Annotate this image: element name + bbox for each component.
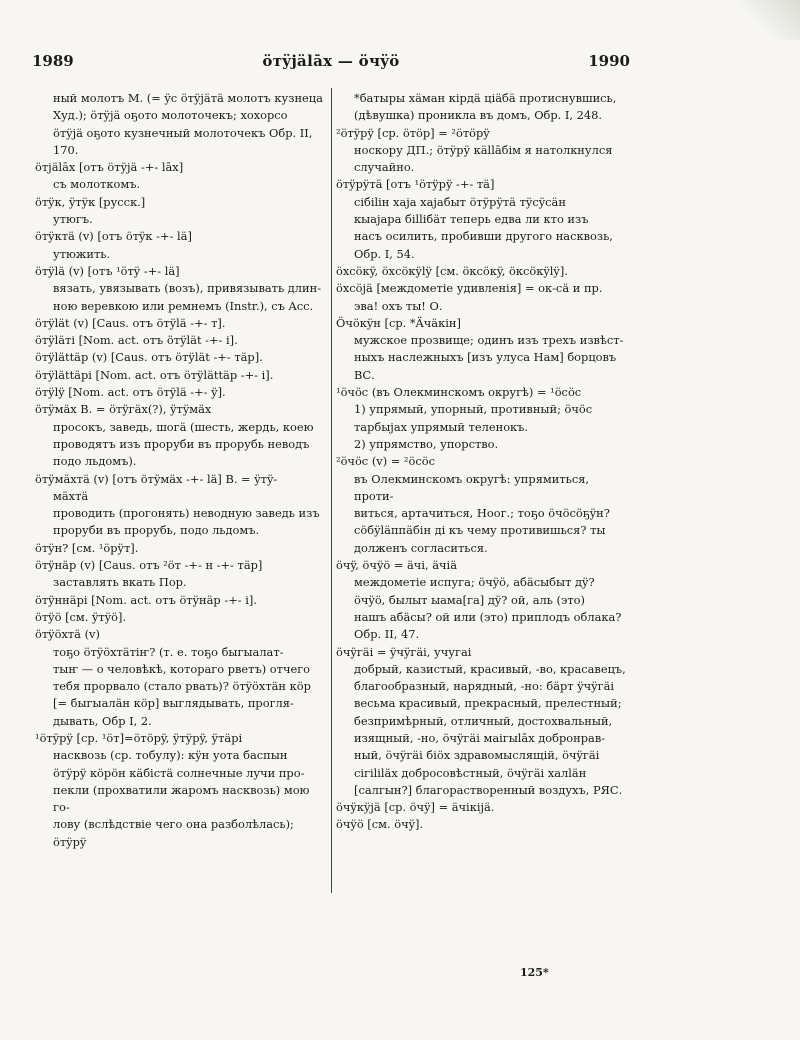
entry-text-line: ный молотъ М. (= ÿс öтÿjäтä молотъ кузнеца (53, 91, 323, 105)
entry-headword-line: öтÿläті [Nom. act. отъ öтÿlät -+- і]. (35, 333, 238, 348)
left-column (35, 90, 328, 851)
entry-headword-line: öтÿмäх В. = öтÿгäх(?), ÿтÿмäх (35, 402, 212, 417)
entry-text-line: ный, öчÿгäі біöх здравомыслящiй, öчÿгäі (354, 748, 600, 763)
entry-text-line: вязать, увязывать (возъ), привязывать длин- (53, 281, 322, 296)
page-title: öтÿjälāх — öчÿö (262, 52, 400, 70)
entry-text-line: проводить (прогонять) неводную заведь изъ (53, 506, 320, 521)
entry-text-line: сöбÿläппäбiн дi къ чему противишься? ты (354, 523, 606, 538)
page-corner-fold (740, 0, 800, 40)
entry-headword-line: öтÿö [см. ÿтÿö]. (35, 609, 127, 624)
entry-text-line: Обр. II, 47. (354, 627, 420, 642)
column-divider (331, 88, 332, 893)
entry-headword-line: öчÿ, öчÿö = äчі, äчiä (336, 558, 457, 573)
entry-text-line: междометiе испуга; öчÿö, абäсыбыт дÿ? (354, 575, 595, 590)
right-column (336, 90, 632, 834)
entry-headword-line: öчÿкÿjä [ср. öчÿ] = äчiкijä. (336, 800, 495, 815)
entry-text-line: (дѣвушка) проникла въ домъ, Обр. I, 248. (354, 108, 603, 123)
entry-text-line: мужское прозвище; одинъ изъ трехъ извѣст- (354, 333, 624, 348)
page-number-left: 1989 (32, 52, 74, 70)
entry-headword-line: öхсöjä [междометiе удивленiя] = ок-сä и пр. (336, 281, 603, 296)
entry-text-line: долженъ согласиться. (354, 540, 488, 555)
entry-headword-line: öтÿрÿтä [отъ ¹öтÿрÿ -+- тä] (336, 177, 495, 192)
entry-headword-line: öтÿмäхтä (v) [отъ öтÿмäх -+- lä] В. = ÿтÿ- (35, 471, 278, 486)
entry-headword-line: öтÿнäр (v) [Caus. отъ ²öт -+- н -+- тäр] (35, 558, 263, 573)
entry-headword-line: öтÿlät (v) [Caus. отъ öтÿlä -+- т]. (35, 315, 226, 330)
entry-text-line: виться, артачиться, Ноог.; тоҕо öчöсöҕÿн? (354, 506, 610, 521)
entry-text-line: ною веревкою или ремнемъ (Instr.), съ Acc. (53, 298, 314, 313)
entry-text-line: Обр. I, 54. (354, 246, 415, 261)
entry-headword-line: ²öтÿрÿ [ср. öтöр] = ²öтöрÿ (336, 125, 490, 140)
entry-text-line: [= быгыалäн кöр] выглядывать, прогля- (53, 696, 294, 711)
entry-text-line: тебя прорвало (стало рвать)? öтÿöхтäн кöр (53, 679, 311, 694)
entry-text-line: пекли (прохватили жаромъ насквозь) мою го- (53, 782, 310, 815)
entry-text-line: въ Олекминскомъ округѣ: упрямиться, проти- (354, 471, 590, 503)
entry-text-line: заставлять вкать Пор. (53, 575, 187, 590)
entry-text-line: тоҕо öтÿöхтäтіҥ? (т. е. тоҕо быгыалат- (53, 644, 284, 659)
entry-text-line: 1) упрямый, упорный, противный; öчöс (354, 402, 593, 417)
entry-headword-line: ¹öчöс (въ Олекминскомъ округѣ) = ¹öсöс (336, 385, 582, 400)
entry-text-line: тарбыjах упрямый теленокъ. (354, 419, 529, 434)
entry-headword-line: öтÿн? [см. ¹öрÿт]. (35, 540, 139, 555)
entry-headword-line: ²öчöс (v) = ²öсöс (336, 454, 435, 469)
entry-text-line: утюжить. (53, 246, 111, 261)
entry-headword-line: öтÿк, ÿтÿк [русск.] (35, 194, 146, 209)
signature-mark: 125* (520, 966, 549, 979)
entry-headword-line: öтÿlÿ [Nom. act. отъ öтÿlä -+- ÿ]. (35, 385, 226, 400)
entry-headword-line: Öчöкÿн [ср. *Äчäкін] (336, 315, 461, 330)
entry-text-line: öтÿjä оҕото кузнечный молоточекъ Обр. II, (53, 125, 313, 140)
entry-text-line: сiбiliн хаjа хаjабыт öтÿрÿтä тÿсÿсäн (354, 194, 566, 209)
entry-text-line: [салгын?] благорастворенный воздухъ, РЯС. (354, 782, 623, 797)
entry-headword-line: öтÿlä (v) [отъ ¹öтÿ -+- lä] (35, 263, 180, 278)
entry-text-line: нашъ абäсы? ой или (это) приплодъ облака? (354, 609, 622, 624)
entry-headword-line: öтÿктä (v) [отъ öтÿк -+- lä] (35, 229, 192, 244)
entry-headword-line: öтjälāх [отъ öтÿjä -+- lāх] (35, 160, 184, 175)
entry-headword-line: ¹öтÿрÿ [ср. ¹öт]=öтöрÿ, ÿтÿрÿ, ÿтäрі (35, 730, 243, 745)
entry-text-line: утюгъ. (53, 212, 93, 227)
page-number-right: 1990 (588, 52, 630, 70)
entry-text-line: проводятъ изъ проруби въ прорубь неводъ (53, 436, 310, 451)
entry-text-line: проруби въ прорубь, подо льдомъ. (53, 523, 260, 538)
entry-text-line: тыҥ — о человѣкѣ, котораго рветъ) отчего (53, 661, 311, 676)
entry-headword-line: öчÿгäі = ÿчÿгäі, учугаі (336, 644, 472, 659)
entry-text-line: мäхтä (53, 488, 89, 503)
page-header (32, 52, 630, 72)
entry-text-line: насквозь (ср. тобулу): кÿн уота баспын (53, 748, 288, 763)
entry-text-line: добрый, казистый, красивый, -во, красавецъ, (354, 661, 626, 676)
entry-text-line: 2) упрямство, упорство. (354, 436, 499, 451)
entry-headword-line: öтÿlättäр (v) [Caus. отъ öтÿlät -+- тäр]. (35, 350, 263, 365)
entry-headword-line: öчÿö [см. öчÿ]. (336, 817, 424, 832)
entry-text-line: *батыры хäман кірдä цiäбä протиснувшись, (354, 91, 617, 105)
entry-headword-line: öхсöкÿ, öхсöкÿlÿ [см. öксöкÿ, öксöкÿlÿ]. (336, 263, 568, 278)
entry-text-line: весьма красивый, прекрасный, прелестный; (354, 696, 622, 711)
entry-text-line: благообразный, нарядный, -но: бäрт ÿчÿгäі (354, 679, 614, 694)
entry-text-line: ныхъ наслежныхъ [изъ улуса Нам] борцовъ ВС. (354, 350, 617, 382)
entry-text-line: сiгililäх добросовѣстный, öчÿгäі халläн (354, 765, 587, 780)
entry-text-line: подо льдомъ). (53, 454, 137, 469)
entry-headword-line: öтÿннäрі [Nom. act. отъ öтÿнäр -+- і]. (35, 592, 257, 607)
entry-text-line: просокъ, заведь, шогä (шесть, жердь, коею (53, 419, 314, 434)
entry-text-line: öчÿö, былыт ыама[га] дÿ? ой, аль (это) (354, 592, 585, 607)
entry-headword-line: öтÿlättäрі [Nom. act. отъ öтÿlättäр -+- і]. (35, 367, 274, 382)
entry-text-line: лову (вслѣдствіе чего она разболѣлась); öтÿрÿ (53, 817, 294, 849)
entry-text-line: безпримѣрный, отличный, достохвальный, (354, 713, 613, 728)
entry-text-line: носкору ДП.; öтÿрÿ кällāбiм я натолкнулся (354, 142, 613, 157)
entry-text-line: кыаjара біlliбäт теперь едва ли кто изъ (354, 212, 589, 227)
entry-headword-line: öтÿöхтä (v) (35, 627, 100, 642)
entry-text-line: дывать, Обр I, 2. (53, 713, 152, 728)
entry-text-line: Худ.); öтÿjä оҕото молоточекъ; хохорсо (53, 108, 288, 123)
entry-text-line: эва! охъ ты! О. (354, 298, 443, 313)
entry-text-line: öтÿрÿ кöрöн кäбістä солнечные лучи про- (53, 765, 305, 780)
entry-text-line: 170. (53, 142, 79, 157)
entry-text-line: съ молоткомъ. (53, 177, 141, 192)
entry-text-line: изящный, -но, öчÿгäі маiгыlāх добронрав- (354, 730, 606, 745)
entry-text-line: случайно. (354, 160, 415, 175)
entry-text-line: насъ осилить, пробивши другого насквозь, (354, 229, 613, 244)
